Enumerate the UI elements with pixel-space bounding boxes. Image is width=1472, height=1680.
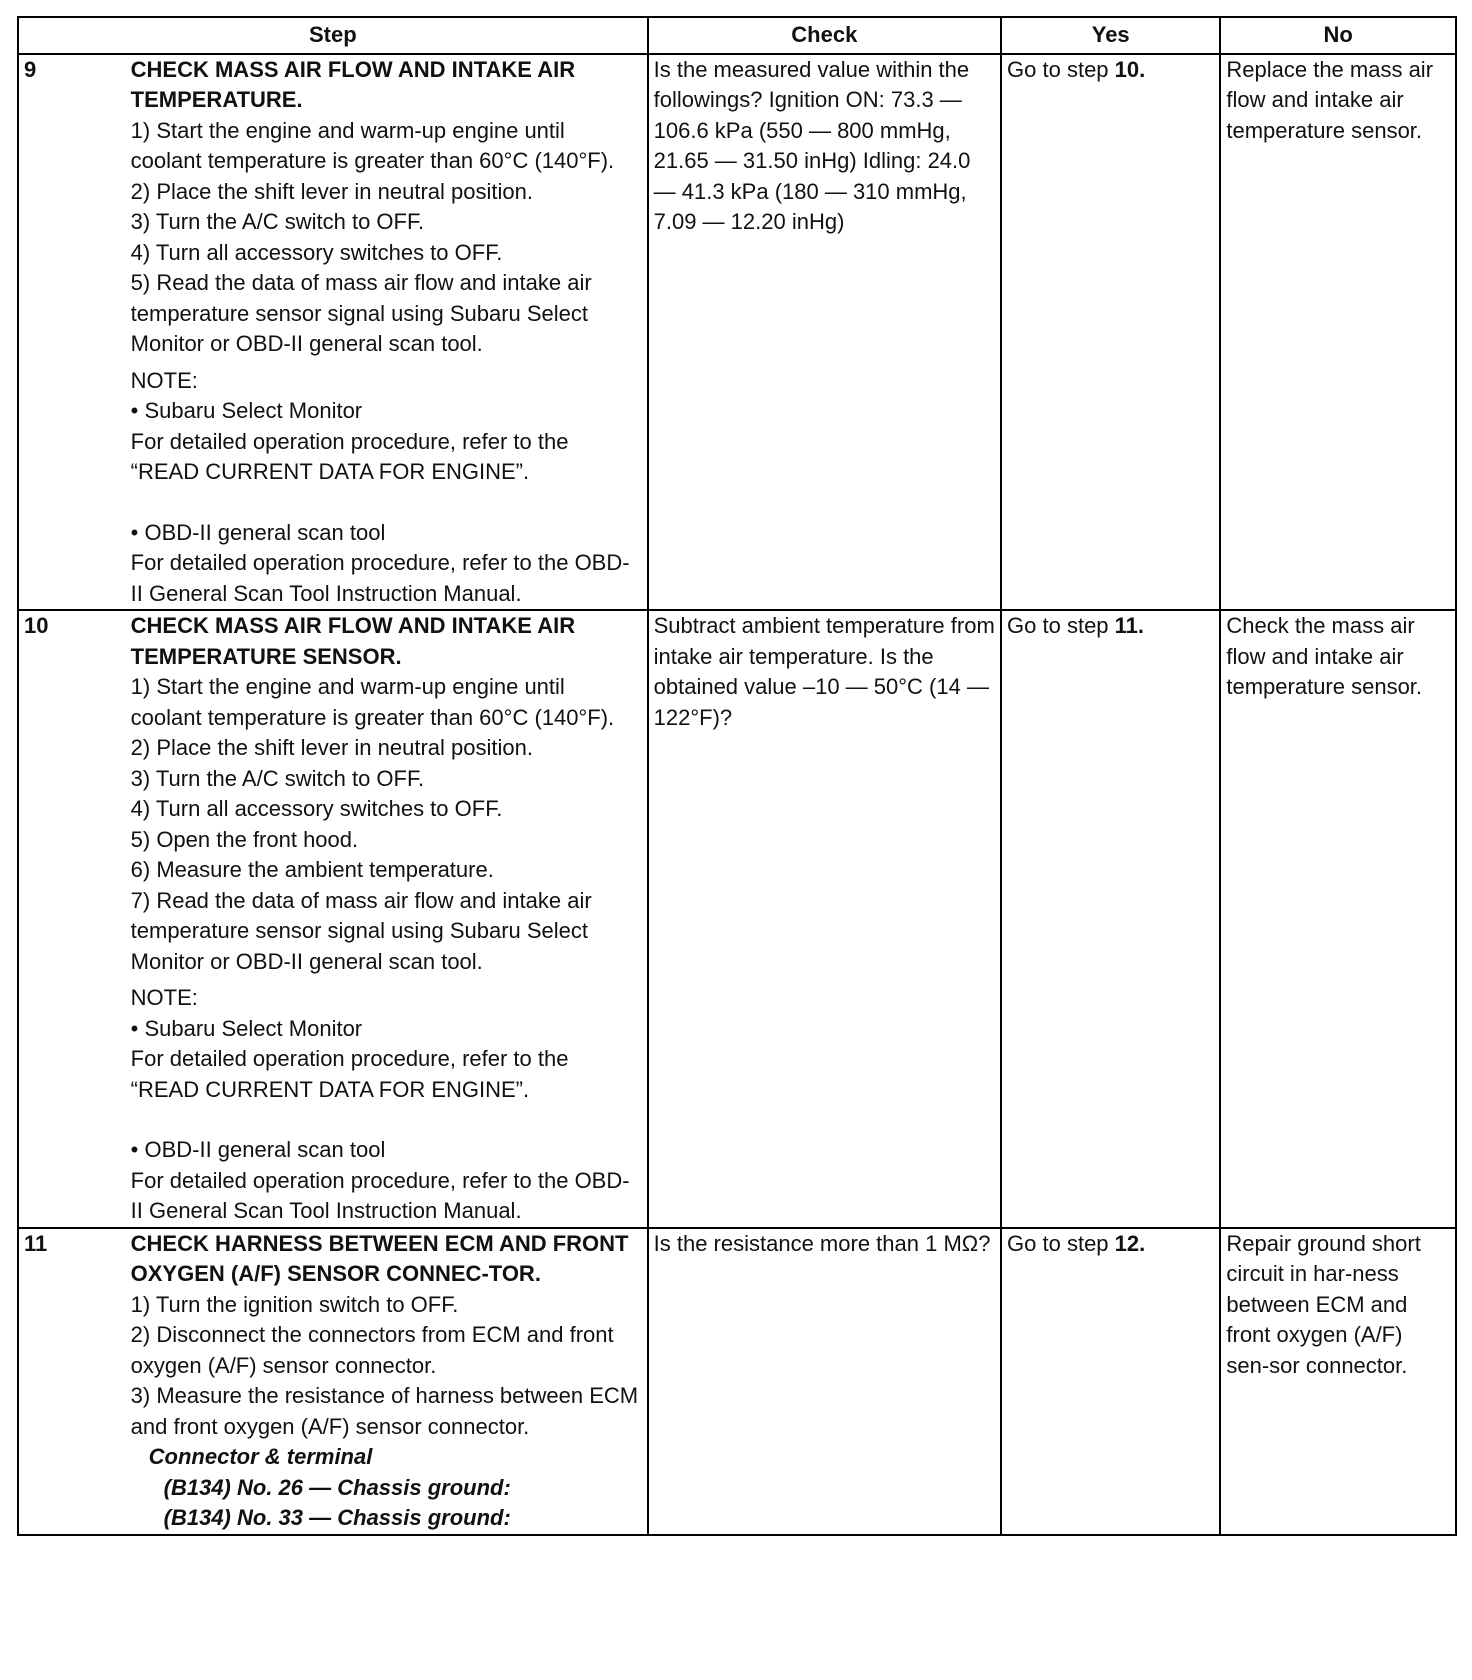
yes-prefix: Go to step [1007, 1230, 1115, 1256]
check-text: Is the measured value within the followings? Ignition ON: 73.3 — 106.6 kPa (550 — 800 mmHg, 21.65 — 31.50 inHg) Idling: 24.0 — 41.3 kPa (180 — 310 mmHg, 7.09 — 12.20 inHg) [653, 56, 971, 234]
note-bullet-ssm: • Subaru Select Monitor [130, 1015, 363, 1041]
step-item: 1) Start the engine and warm-up engine until coolant temperature is greater than 60°C (140°F). [130, 117, 615, 173]
yes-prefix: Go to step [1007, 56, 1115, 82]
check-cell [648, 54, 1001, 611]
header-step: Step [18, 17, 648, 54]
note-text-obd: For detailed operation procedure, refer to the OBD-II General Scan Tool Instruction Manual. [130, 1167, 630, 1223]
header-check: Check [648, 17, 1001, 54]
note-bullet-obd: • OBD-II general scan tool [130, 1137, 386, 1162]
step-item: 2) Place the shift lever in neutral position. [130, 178, 533, 204]
step-item: 3) Turn the A/C switch to OFF. [130, 209, 425, 234]
step-number: 11 [24, 1230, 48, 1256]
step-item: 5) Read the data of mass air flow and intake air temperature sensor signal using Subaru Select Monitor or OBD-II general scan tool. [130, 270, 592, 356]
step-item: 1) Start the engine and warm-up engine until coolant temperature is greater than 60°C (140°F). [130, 674, 615, 730]
note-label: NOTE: [130, 367, 198, 393]
no-cell [1220, 54, 1456, 611]
spacer [131, 1105, 642, 1135]
yes-prefix: Go to step [1007, 613, 1115, 638]
note-bullet-obd: • OBD-II general scan tool [130, 519, 386, 545]
note-text-ssm: For detailed operation procedure, refer to the “READ CURRENT DATA FOR ENGINE”. [130, 1046, 569, 1102]
note-text-ssm: For detailed operation procedure, refer to the “READ CURRENT DATA FOR ENGINE”. [130, 428, 569, 484]
step-number-cell [18, 610, 126, 1228]
yes-cell [1001, 610, 1220, 1228]
yes-cell [1001, 1228, 1220, 1535]
yes-step-ref: 10. [1114, 56, 1146, 82]
check-text: Is the resistance more than 1 MΩ? [653, 1230, 991, 1256]
step-item: 2) Place the shift lever in neutral position. [130, 735, 533, 760]
diagnostic-procedure-table [17, 16, 1457, 1536]
note-text-obd: For detailed operation procedure, refer to the OBD-II General Scan Tool Instruction Manual. [130, 550, 630, 606]
step-item: 3) Turn the A/C switch to OFF. [130, 765, 425, 791]
connector-label: Connector & terminal [148, 1444, 373, 1469]
step-item: 6) Measure the ambient temperature. [130, 857, 494, 882]
table-row-step-9 [18, 54, 1456, 611]
step-item: 4) Turn all accessory switches to OFF. [130, 239, 503, 265]
step-item: 7) Read the data of mass air flow and intake air temperature sensor signal using Subaru Select Monitor or OBD-II general scan tool. [130, 887, 592, 974]
yes-step-ref: 11. [1114, 613, 1145, 638]
no-cell [1220, 610, 1456, 1228]
step-number: 10 [24, 613, 49, 638]
yes-cell [1001, 54, 1220, 611]
step-item: 4) Turn all accessory switches to OFF. [130, 796, 503, 821]
header-yes: Yes [1001, 17, 1220, 54]
table-row-step-11 [18, 1228, 1456, 1535]
header-no: No [1220, 17, 1456, 54]
check-cell [648, 1228, 1001, 1535]
step-number-cell [18, 54, 126, 611]
spacer [131, 488, 642, 518]
connector-line: (B134) No. 26 — Chassis ground: [163, 1474, 511, 1500]
check-text: Subtract ambient temperature from intake air temperature. Is the obtained value –10 — 50°C (14 — 122°F)? [653, 613, 995, 730]
step-item: 1) Turn the ignition switch to OFF. [130, 1291, 459, 1317]
yes-step-ref: 12. [1114, 1230, 1146, 1256]
step-item: 5) Open the front hood. [130, 826, 359, 852]
step-number: 9 [24, 56, 37, 82]
connector-line: (B134) No. 33 — Chassis ground: [163, 1505, 511, 1530]
step-number-cell [18, 1228, 126, 1535]
no-cell [1220, 1228, 1456, 1535]
note-bullet-ssm: • Subaru Select Monitor [130, 398, 363, 423]
step-title: CHECK MASS AIR FLOW AND INTAKE AIR TEMPERATURE SENSOR. [130, 613, 576, 669]
step-instructions-cell [126, 610, 648, 1228]
no-text: Check the mass air flow and intake air temperature sensor. [1226, 613, 1423, 699]
note-label: NOTE: [130, 985, 198, 1010]
step-title: CHECK HARNESS BETWEEN ECM AND FRONT OXYGEN (A/F) SENSOR CONNEC-TOR. [130, 1230, 629, 1286]
step-instructions-cell [126, 1228, 648, 1535]
step-item: 2) Disconnect the connectors from ECM and front oxygen (A/F) sensor connector. [130, 1322, 614, 1378]
no-text: Replace the mass air flow and intake air temperature sensor. [1226, 56, 1434, 143]
no-text: Repair ground short circuit in har-ness between ECM and front oxygen (A/F) sen-sor connector. [1226, 1230, 1421, 1378]
check-cell [648, 610, 1001, 1228]
table-row-step-10 [18, 610, 1456, 1228]
header-row [18, 17, 1456, 54]
step-title: CHECK MASS AIR FLOW AND INTAKE AIR TEMPERATURE. [130, 56, 576, 112]
step-item: 3) Measure the resistance of harness between ECM and front oxygen (A/F) sensor connector. [130, 1383, 639, 1439]
step-instructions-cell [126, 54, 648, 611]
